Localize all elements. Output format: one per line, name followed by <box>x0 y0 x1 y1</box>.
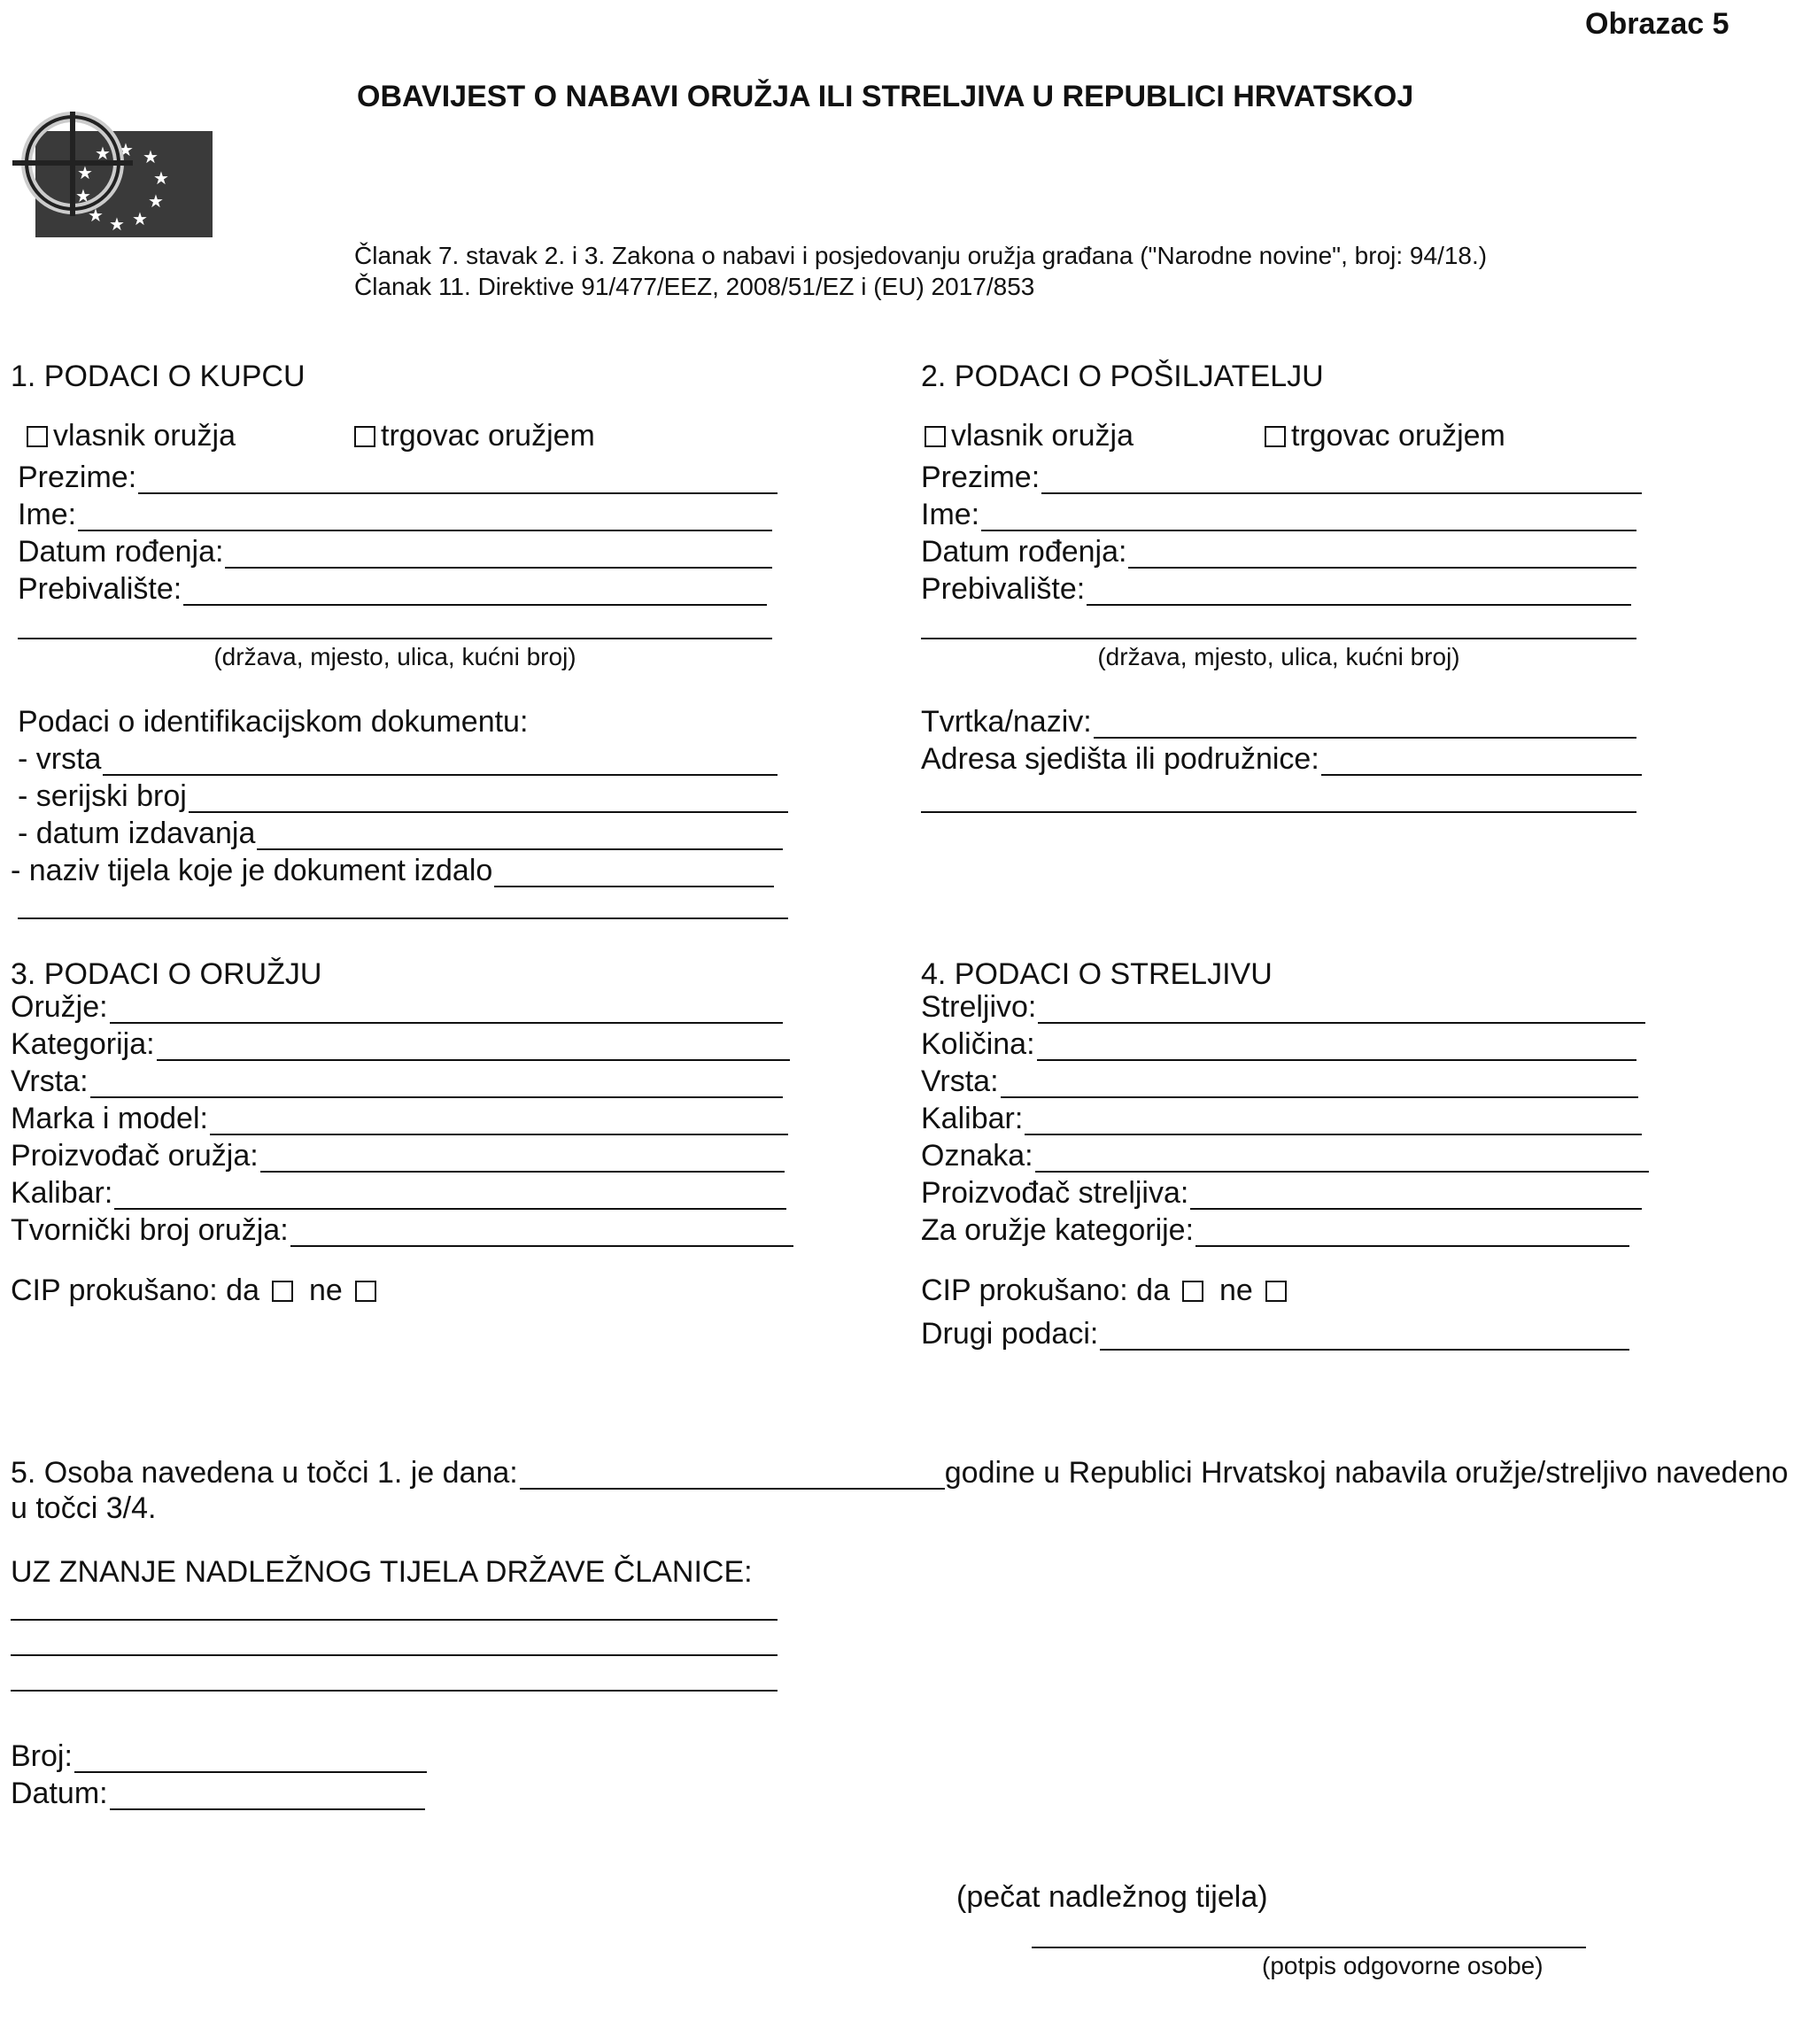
acknowledgement-line-2[interactable] <box>11 1653 778 1656</box>
checkbox-dealer-icon[interactable] <box>1265 426 1286 447</box>
buyer-dealer-option[interactable]: trgovac oružjem <box>354 421 595 451</box>
acquisition-date-statement: 5. Osoba navedena u točci 1. je dana: godine u Republici Hrvatskoj nabavila oružje/streljivo navedeno <box>11 1456 1789 1490</box>
legal-basis-line-2: Članak 11. Direktive 91/477/EEZ, 2008/51/EZ i (EU) 2017/853 <box>354 273 1035 300</box>
weapon-type-field[interactable]: Vrsta: <box>11 1063 783 1098</box>
weapon-field[interactable]: Oružje: <box>11 988 783 1024</box>
sender-residence-field[interactable]: Prebivalište: <box>921 570 1631 606</box>
id-issuer-line-2[interactable] <box>18 916 788 919</box>
eu-firearms-logo <box>9 112 213 240</box>
buyer-surname-field[interactable]: Prezime: <box>18 459 778 494</box>
sender-office-address-field[interactable]: Adresa sjedišta ili podružnice: <box>921 740 1642 776</box>
ammo-other-data-field[interactable]: Drugi podaci: <box>921 1315 1629 1351</box>
checkbox-dealer-icon[interactable] <box>354 426 375 447</box>
buyer-address-hint: (država, mjesto, ulica, kućni broj) <box>213 643 576 670</box>
checkbox-cip-no-icon[interactable] <box>355 1281 376 1302</box>
ammo-quantity-field[interactable]: Količina: <box>921 1026 1636 1061</box>
sender-surname-field[interactable]: Prezime: <box>921 459 1642 494</box>
svg-text:★: ★ <box>153 167 169 189</box>
sender-name-field[interactable]: Ime: <box>921 496 1636 531</box>
sender-address-line[interactable] <box>921 636 1636 639</box>
checkbox-owner-icon[interactable] <box>27 426 48 447</box>
checkbox-cip-yes-icon[interactable] <box>272 1281 293 1302</box>
reference-date-field[interactable]: Datum: <box>11 1775 425 1810</box>
reference-number-field[interactable]: Broj: <box>11 1738 427 1773</box>
sender-owner-option[interactable]: vlasnik oružja <box>925 421 1133 451</box>
ammo-marking-field[interactable]: Oznaka: <box>921 1137 1649 1173</box>
buyer-birth-date-field[interactable]: Datum rođenja: <box>18 533 772 569</box>
id-type-field[interactable]: - vrsta <box>18 740 778 776</box>
weapon-serial-field[interactable]: Tvornički broj oružja: <box>11 1212 793 1247</box>
section-4-heading: 4. PODACI O STRELJIVU <box>921 957 1273 991</box>
ammo-cip-tested: CIP prokušano: da ne <box>921 1275 1303 1305</box>
svg-text:★: ★ <box>88 205 104 226</box>
sender-office-address-line-2[interactable] <box>921 809 1636 813</box>
section-3-heading: 3. PODACI O ORUŽJU <box>11 957 322 991</box>
ammo-weapon-category-field[interactable]: Za oružje kategorije: <box>921 1212 1629 1247</box>
id-issue-date-field[interactable]: - datum izdavanja <box>18 815 783 850</box>
svg-text:★: ★ <box>109 213 125 235</box>
ammo-type-field[interactable]: Vrsta: <box>921 1063 1638 1098</box>
sender-birth-date-field[interactable]: Datum rođenja: <box>921 533 1636 569</box>
id-issuer-field[interactable]: - naziv tijela koje je dokument izdalo <box>11 852 774 887</box>
svg-text:★: ★ <box>75 185 91 206</box>
acknowledgement-line-3[interactable] <box>11 1688 778 1692</box>
acquisition-date-field[interactable] <box>520 1461 945 1490</box>
svg-text:★: ★ <box>95 143 111 164</box>
checkbox-owner-icon[interactable] <box>925 426 946 447</box>
acknowledgement-line-1[interactable] <box>11 1617 778 1621</box>
id-document-heading: Podaci o identifikacijskom dokumentu: <box>18 705 529 739</box>
section-1-heading: 1. PODACI O KUPCU <box>11 360 306 393</box>
acquisition-statement-line-2: u točci 3/4. <box>11 1491 157 1525</box>
buyer-residence-field[interactable]: Prebivalište: <box>18 570 767 606</box>
seal-label: (pečat nadležnog tijela) <box>956 1880 1268 1914</box>
id-serial-field[interactable]: - serijski broj <box>18 778 788 813</box>
weapon-manufacturer-field[interactable]: Proizvođač oružja: <box>11 1137 785 1173</box>
section-2-heading: 2. PODACI O POŠILJATELJU <box>921 360 1324 393</box>
svg-text:★: ★ <box>132 208 148 229</box>
signature-line[interactable] <box>1032 1945 1586 1948</box>
ammo-manufacturer-field[interactable]: Proizvođač streljiva: <box>921 1174 1642 1210</box>
legal-basis-line-1: Članak 7. stavak 2. i 3. Zakona o nabavi i posjedovanju oružja građana ("Narodne novine", broj: 94/18.) <box>354 242 1488 269</box>
buyer-address-line[interactable] <box>18 636 772 639</box>
weapon-cip-tested: CIP prokušano: da ne <box>11 1275 392 1305</box>
svg-text:★: ★ <box>143 146 159 167</box>
page-title: OBAVIJEST O NABAVI ORUŽJA ILI STRELJIVA U REPUBLICI HRVATSKOJ <box>357 80 1414 113</box>
signature-label: (potpis odgovorne osobe) <box>1262 1952 1544 1979</box>
weapon-category-field[interactable]: Kategorija: <box>11 1026 790 1061</box>
buyer-owner-option[interactable]: vlasnik oružja <box>27 421 236 451</box>
sender-address-hint: (država, mjesto, ulica, kućni broj) <box>1097 643 1460 670</box>
ammo-field[interactable]: Streljivo: <box>921 988 1645 1024</box>
sender-dealer-option[interactable]: trgovac oružjem <box>1265 421 1505 451</box>
sender-company-field[interactable]: Tvrtka/naziv: <box>921 703 1636 739</box>
weapon-caliber-field[interactable]: Kalibar: <box>11 1174 786 1210</box>
buyer-name-field[interactable]: Ime: <box>18 496 772 531</box>
form-number: Obrazac 5 <box>1585 7 1729 41</box>
checkbox-cip-no-icon[interactable] <box>1265 1281 1287 1302</box>
acknowledgement-heading: UZ ZNANJE NADLEŽNOG TIJELA DRŽAVE ČLANICE: <box>11 1555 753 1589</box>
weapon-brand-model-field[interactable]: Marka i model: <box>11 1100 788 1135</box>
ammo-caliber-field[interactable]: Kalibar: <box>921 1100 1642 1135</box>
svg-text:★: ★ <box>148 190 164 212</box>
svg-text:★: ★ <box>118 139 134 160</box>
checkbox-cip-yes-icon[interactable] <box>1182 1281 1203 1302</box>
svg-text:★: ★ <box>77 162 93 183</box>
